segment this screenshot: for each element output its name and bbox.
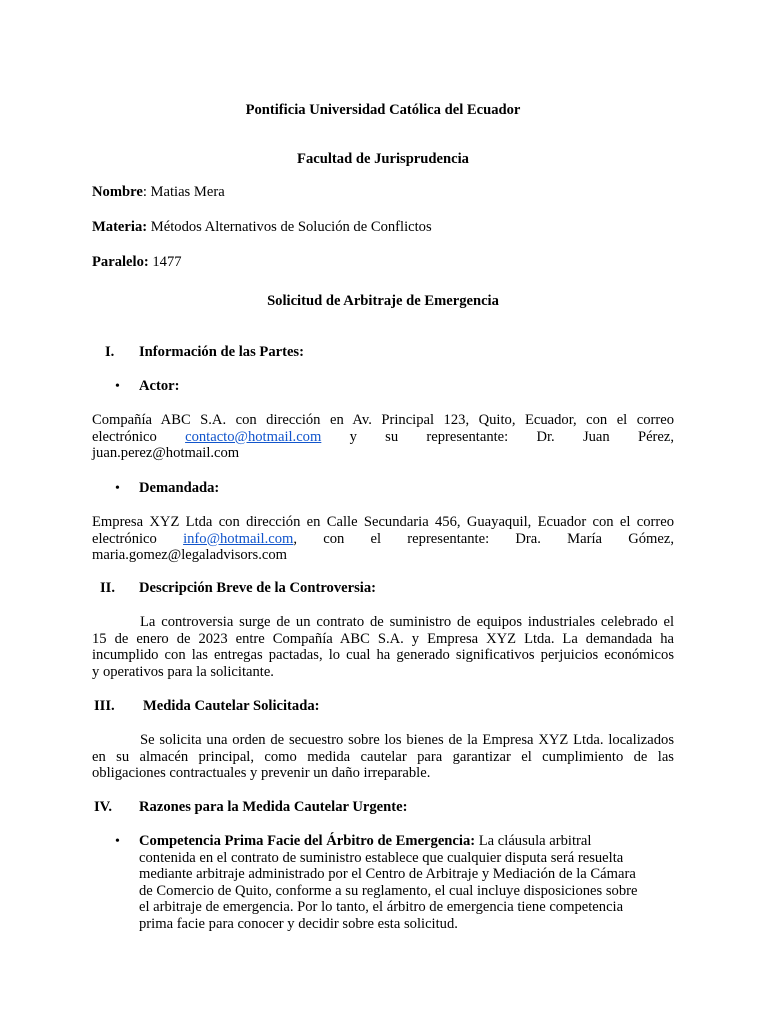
razones-line-2: contenida en el contrato de suministro establece que cualquier disputa será resuelta: [139, 849, 624, 866]
section-4-number: IV.: [94, 799, 112, 815]
controversia-line-4: y operativos para la solicitante.: [92, 663, 274, 680]
demandada-line-1: Empresa XYZ Ltda con dirección en Calle Secundaria 456, Guayaquil, Ecuador con el correo: [92, 514, 674, 530]
razones-bold-lead: Competencia Prima Facie del Árbitro de Emergencia:: [139, 833, 476, 849]
section-1-number: I.: [105, 344, 115, 360]
medida-paragraph: [92, 732, 674, 782]
nombre-label: Nombre: [92, 184, 143, 200]
paralelo-line: [92, 254, 182, 271]
demandada-line-2-start: electrónico: [92, 530, 157, 547]
demandada-line-3: maria.gomez@legaladvisors.com: [92, 547, 287, 563]
demandada-line-2-end: , con el representante: Dra. María Gómez,: [293, 530, 674, 547]
medida-line-2: en su almacén principal, como medida cautelar para garantizar el cumplimiento de las: [92, 748, 674, 765]
bullet-icon: •: [115, 379, 120, 394]
university-title: Pontificia Universidad Católica del Ecuador: [245, 102, 521, 118]
actor-line-2-start: electrónico: [92, 428, 157, 445]
materia-label: Materia:: [92, 219, 148, 235]
section-3-title: Medida Cautelar Solicitada:: [143, 698, 320, 714]
razones-line-4: de Comercio de Quito, conforme a su reglamento, el cual incluye disposiciones sobre: [139, 882, 638, 899]
demandada-heading: Demandada:: [139, 480, 220, 496]
demandada-paragraph: [92, 514, 674, 564]
controversia-line-3: incumplido con las entregas pactadas, lo cual ha generado significativos perjuicios económicos: [92, 647, 674, 663]
actor-email-link[interactable]: contacto@hotmail.com: [185, 428, 322, 445]
materia-value: Métodos Alternativos de Solución de Conflictos: [147, 219, 432, 235]
actor-line-2-end: y su representante: Dr. Juan Pérez,: [349, 428, 675, 445]
section-2-title: Descripción Breve de la Controversia:: [139, 580, 376, 596]
razones-bullet-paragraph: [139, 833, 674, 932]
document-title: Solicitud de Arbitraje de Emergencia: [267, 293, 499, 309]
controversia-paragraph: [92, 614, 674, 680]
razones-line-6: prima facie para conocer y decidir sobre esta solicitud.: [139, 915, 458, 932]
faculty-title: Facultad de Jurisprudencia: [297, 151, 469, 167]
bullet-icon: •: [115, 481, 120, 496]
paralelo-label: Paralelo:: [92, 254, 149, 270]
actor-paragraph: [92, 412, 674, 462]
medida-line-1: Se solicita una orden de secuestro sobre los bienes de la Empresa XYZ Ltda. localizados: [140, 732, 674, 748]
razones-line-1-rest: La cláusula arbitral: [475, 833, 592, 849]
section-4-title: Razones para la Medida Cautelar Urgente:: [139, 799, 408, 815]
controversia-line-1: La controversia surge de un contrato de suministro de equipos industriales celebrado el: [140, 614, 674, 630]
controversia-line-2: 15 de enero de 2023 entre Compañía ABC S.A. y Empresa XYZ Ltda. La demandada ha: [92, 630, 674, 647]
medida-line-3: obligaciones contractuales y prevenir un daño irreparable.: [92, 765, 431, 781]
actor-line-2: [92, 429, 674, 446]
bullet-icon: •: [115, 834, 120, 849]
actor-line-1: Compañía ABC S.A. con dirección en Av. Principal 123, Quito, Ecuador, con el correo: [92, 412, 674, 428]
nombre-value: : Matias Mera: [142, 184, 225, 200]
section-3-number: III.: [94, 698, 115, 714]
nombre-line: [92, 184, 225, 201]
razones-line-5: el arbitraje de emergencia. Por lo tanto, el árbitro de emergencia tiene competencia: [139, 899, 624, 915]
paralelo-value: 1477: [148, 254, 182, 270]
materia-line: [92, 219, 432, 236]
demandada-line-2: [92, 531, 674, 548]
section-2-number: II.: [100, 580, 116, 596]
section-1-title: Información de las Partes:: [139, 344, 304, 360]
actor-heading: Actor:: [139, 378, 180, 394]
actor-line-3: juan.perez@hotmail.com: [92, 445, 240, 461]
razones-line-1: [139, 833, 674, 850]
demandada-email-link[interactable]: info@hotmail.com: [183, 530, 294, 547]
razones-line-3: mediante arbitraje administrado por el Centro de Arbitraje y Mediación de la Cámara: [139, 866, 636, 882]
